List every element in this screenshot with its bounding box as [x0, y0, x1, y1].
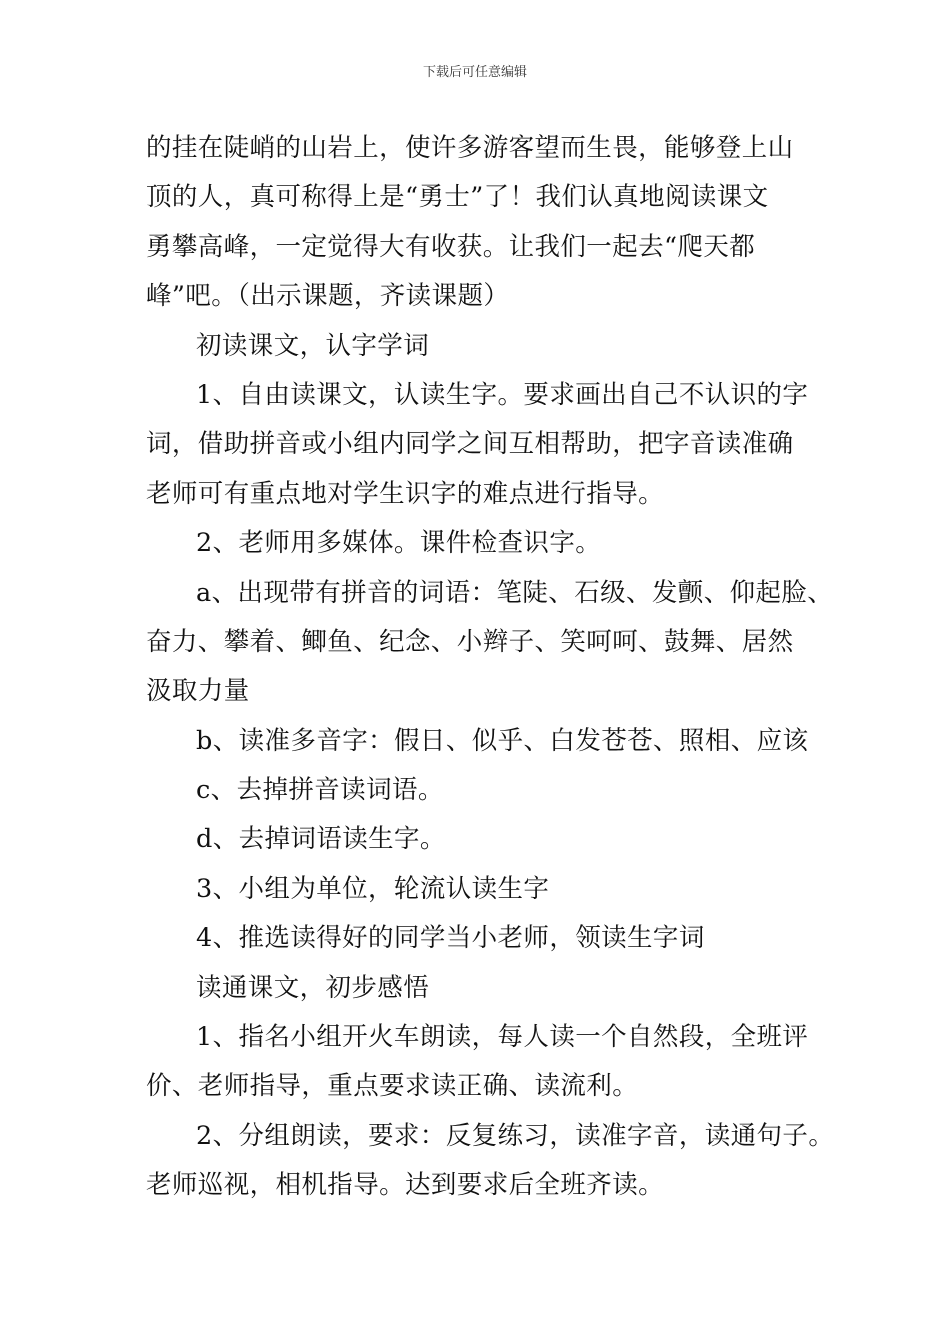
section-heading: 读通课文，初步感悟	[196, 972, 430, 1003]
text-line: 的挂在陡峭的山岩上，使许多游客望而生畏，能够登上山	[146, 133, 794, 163]
text-line: 词，借助拼音或小组内同学之间互相帮助，把字音读准确	[146, 429, 794, 460]
text-line: c、去掉拼音读词语。	[196, 775, 444, 806]
text-line: 汲取力量	[146, 676, 250, 707]
text-line: 价、老师指导，重点要求读正确、读流利。	[146, 1071, 639, 1102]
text-line: 1、指名小组开火车朗读，每人读一个自然段，全班评	[196, 1022, 809, 1053]
text-line: 4、推选读得好的同学当小老师，领读生字词	[196, 923, 705, 954]
text-line: 1、自由读课文，认读生字。要求画出自己不认识的字	[196, 379, 809, 410]
text-line: b、读准多音字：假日、似乎、白发苍苍、照相、应该	[196, 725, 809, 756]
text-line: a、出现带有拼音的词语：笔陡、石级、发颤、仰起脸、	[196, 577, 834, 608]
text-line: 奋力、攀着、鲫鱼、纪念、小辫子、笑呵呵、鼓舞、居然	[146, 626, 794, 657]
section-heading: 初读课文，认字学词	[196, 330, 430, 361]
text-line: d、去掉词语读生字。	[196, 824, 446, 855]
text-line: 2、分组朗读，要求：反复练习，读准字音，读通句子。	[196, 1120, 835, 1151]
text-line: 3、小组为单位，轮流认读生字	[196, 873, 550, 904]
text-line: 老师可有重点地对学生识字的难点进行指导。	[146, 478, 665, 509]
text-line: 老师巡视，相机指导。达到要求后全班齐读。	[146, 1170, 665, 1201]
text-line: 顶的人，真可称得上是“勇士”了！我们认真地阅读课文	[146, 182, 769, 213]
text-line: 峰”吧。（出示课题，齐读课题）	[146, 281, 510, 312]
text-line: 2、老师用多媒体。课件检查识字。	[196, 528, 602, 559]
document-body	[146, 124, 835, 1211]
page-header: 下载后可任意编辑	[422, 65, 527, 80]
text-line: 勇攀高峰，一定觉得大有收获。让我们一起去“爬天都	[146, 231, 756, 262]
